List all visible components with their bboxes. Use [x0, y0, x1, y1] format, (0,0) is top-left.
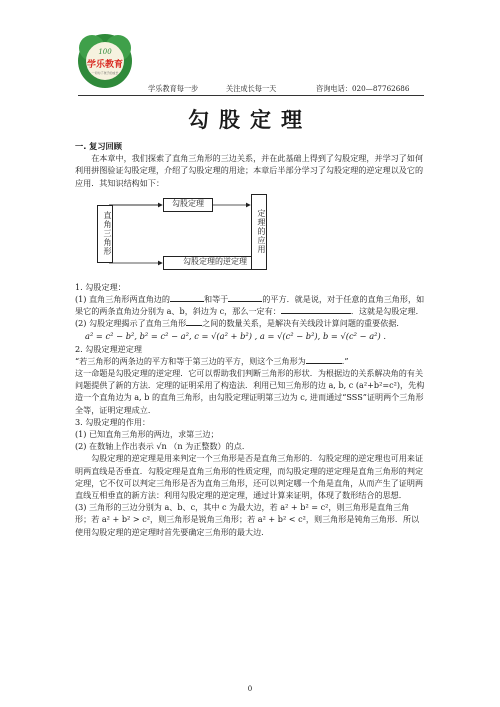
fill-blank-5[interactable] [186, 317, 202, 326]
diagram-node-applications: 定理的应用 [251, 194, 267, 270]
document-body [75, 140, 425, 538]
s3-p4: (3) 三角形的三边分别为 a、b、c，其中 c 为最大边，若 a² + b² = c²，则三角形是直角三角形；若 a² + b² > c²，则三角形是锐角三角形；若 a² + b² < c²，则三角形是钝角三角形．所以使用勾股定理的逆定理时首先要确定三角形的最大边． [75, 502, 420, 537]
s1-p1-part-c: 的平方．就是说，对于任意的直角三角形，如果它的两条直角边分别为 a、b，斜边为 c，那么一定有： [75, 294, 425, 317]
school-logo [72, 30, 138, 92]
s1-p1-part-d: ．这就是勾股定理． [350, 306, 424, 317]
knowledge-structure-diagram [75, 191, 425, 277]
pythagorean-formulas: a² = c² − b², b² = c² − a², c = √(a² + b²) , a = √(c² − b²), b = √(c² − a²) . [85, 330, 386, 341]
s2-p2: 这一命题是勾股定理的逆定理．它可以帮助我们判断三角形的形状．为根据边的关系解决角的有关问题提供了新的方法．定理的证明采用了构造法．利用已知三角形的边 a, b, c (a²+b²=c²)，先构造一个直角边为 a, b 的直角三角形，由勾股定理证明第三边为 c, 进而通过“SSS”证明两个三角形全等，证明定理成立． [75, 368, 425, 415]
header-divider [78, 95, 424, 96]
header-slogan-2: 关注成长每一天 [226, 84, 277, 93]
fill-blank-4[interactable] [321, 305, 351, 314]
s3-p1: (1) 已知直角三角形的两边，求第三边； [75, 429, 219, 440]
s3-p3: 勾股定理的逆定理是用来判定一个三角形是否是直角三角形的．勾股定理的逆定理也可用来证明两直线是否垂直．勾股定理是直角三角形的性质定理，而勾股定理的逆定理是直角三角形的判定定理，它不仅可以判定三角形是否为直角三角形，还可以判定哪一个角是直角，从而产生了证明两直线互相垂直的新方法：利用勾股定理的逆定理，通过计算来证明，体现了数形结合的思想． [75, 453, 424, 501]
diagram-node-converse-theorem: 勾股定理的逆定理 [163, 256, 267, 270]
s1-p2-part-b: 之间的数量关系，是解决有关线段计算问题的重要依据． [202, 318, 405, 329]
section1-heading: 1. 勾股定理： [75, 281, 126, 292]
page-title: 勾股定理 [188, 107, 312, 132]
review-heading: 一. 复习回顾 [75, 141, 122, 151]
diagram-node-right-triangle: 直角三角形 [97, 205, 113, 263]
review-intro: 在本章中，我们探索了直角三角形的三边关系，并在此基础上得到了勾股定理，并学习了如何利用拼图验证勾股定理，介绍了勾股定理的用途；本章后半部分学习了勾股定理的逆定理以及它的应用．其知识结构如下： [75, 153, 424, 188]
section2-heading: 2. 勾股定理逆定理 [75, 343, 142, 354]
logo-text: 学乐教育 [86, 60, 124, 70]
logo-slogan: 一切为了孩子的成长 [91, 71, 119, 75]
section3-heading: 3. 勾股定理的作用： [75, 416, 151, 427]
s1-p1-part-b: 和等于 [203, 294, 229, 305]
s2-p1: “若三角形的两条边的平方和等于第三边的平方，则这个三角形为 [75, 355, 306, 366]
fill-blank-6[interactable] [306, 355, 342, 364]
s1-p1-part-a: (1) 直角三角形两直角边的 [75, 294, 170, 305]
diagram-node-pythagorean-theorem: 勾股定理 [163, 198, 213, 212]
header-phone: 咨询电话：020—87762686 [316, 84, 410, 93]
s1-p2-part-a: (2) 勾股定理揭示了直角三角形 [75, 318, 187, 329]
fill-blank-1[interactable] [170, 293, 204, 302]
s2-p1-end: .” [341, 355, 349, 366]
logo-number: 100 [98, 48, 112, 56]
s3-p2: (2) 在数轴上作出表示 √n （n 为正整数）的点． [75, 441, 250, 452]
page-number: 0 [247, 685, 253, 693]
header-slogan-1: 学乐教育每一步 [148, 84, 199, 93]
fill-blank-3[interactable] [281, 305, 321, 314]
fill-blank-2[interactable] [228, 293, 262, 302]
